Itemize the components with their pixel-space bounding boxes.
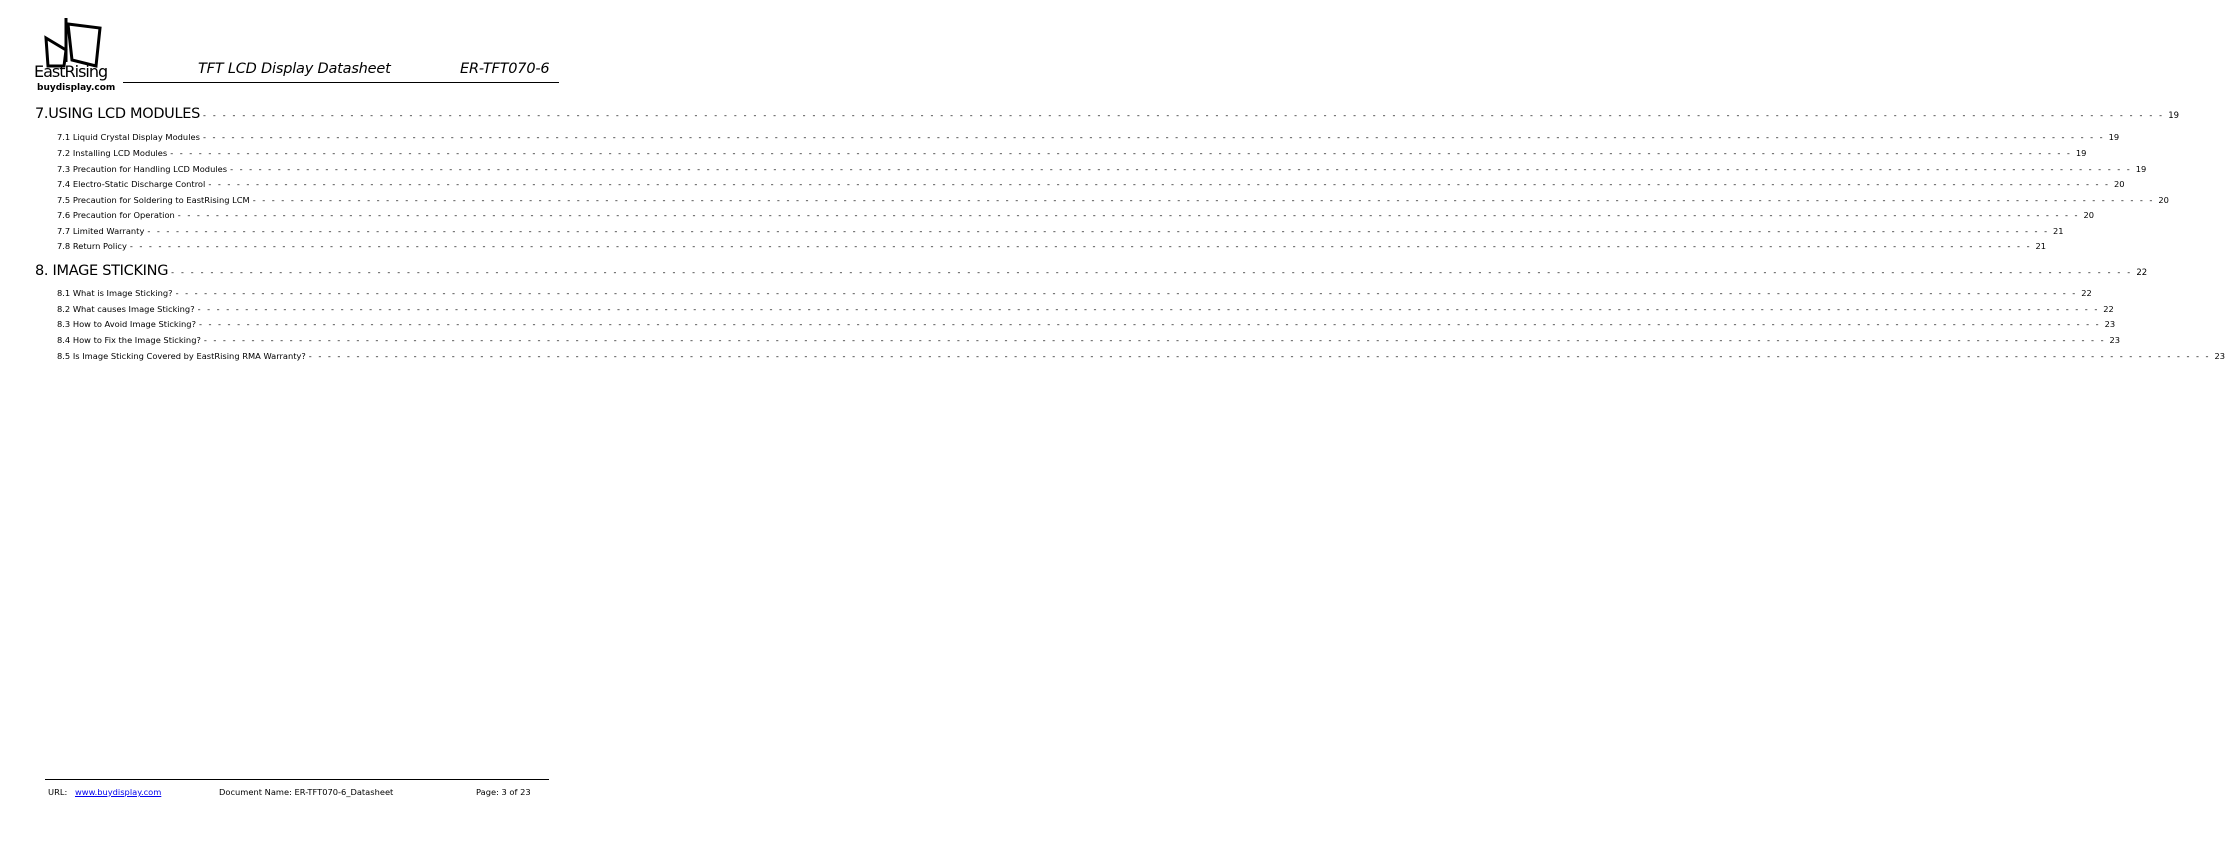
toc-dot-leader: - - - - - - - - - - - - - - - - - - - - - - - - - - - - - - - - - - - - - - - - - - - - - - - - - - - - - - - - - - - - - - - - - - - - - - - - - - - - - - - - - - - - - - - - - - - - - - - - - - - - - - - - - - - - - - - - - - - - - - - - - - - - - - - - - - - - - - - - - - - - - - - - - - - - - - - - - - - - - - - - - - - - - - - - - - - - - - - - - - - - - - - - - - - - - - - - - - - - - - - - bbox=[203, 335, 2106, 345]
header-divider bbox=[123, 82, 559, 83]
toc-page-number: 19 bbox=[2075, 148, 2087, 158]
toc-entry-title: 7.2 Installing LCD Modules bbox=[57, 148, 168, 158]
toc-section-entry[interactable] bbox=[57, 288, 2092, 298]
toc-section-entry[interactable] bbox=[57, 351, 2225, 361]
toc-dot-leader: - - - - - - - - - - - - - - - - - - - - - - - - - - - - - - - - - - - - - - - - - - - - - - - - - - - - - - - - - - - - - - - - - - - - - - - - - - - - - - - - - - - - - - - - - - - - - - - - - - - - - - - - - - - - - - - - - - - - - - - - - - - - - - - - - - - - - - - - - - - - - - - - - - - - - - - - - - - - - - - - - - - - - - - - - - - - - - - - - - - - - - - - - - - - - - - - - - - - - - - - bbox=[177, 210, 2080, 220]
toc-page-number: 19 bbox=[2168, 111, 2180, 121]
toc-section-entry[interactable] bbox=[57, 179, 2125, 189]
toc-section-entry[interactable] bbox=[57, 319, 2116, 329]
toc-entry-title: 8.2 What causes Image Sticking? bbox=[57, 304, 195, 314]
toc-entry-title: 8. IMAGE STICKING bbox=[35, 263, 169, 279]
toc-entry-title: 8.3 How to Avoid Image Sticking? bbox=[57, 319, 196, 329]
brand-logo bbox=[30, 14, 125, 96]
toc-section-entry[interactable] bbox=[57, 226, 2064, 236]
footer-url-link[interactable]: www.buydisplay.com bbox=[75, 787, 162, 797]
toc-page-number: 23 bbox=[2104, 319, 2116, 329]
brand-website: buydisplay.com bbox=[37, 83, 116, 93]
toc-section-entry[interactable] bbox=[57, 148, 2087, 158]
document-title: TFT LCD Display Datasheet bbox=[198, 61, 391, 77]
toc-dot-leader: - - - - - - - - - - - - - - - - - - - - - - - - - - - - - - - - - - - - - - - - - - - - - - - - - - - - - - - - - - - - - - - - - - - - - - - - - - - - - - - - - - - - - - - - - - - - - - - - - - - - - - - - - - - - - - - - - - - - - - - - - - - - - - - - - - - - - - - - - - - - - - - - - - - - - - - - - - - - - - - - - - - - - - - - - - - - - - - - - - - - - - - - - - - - - - - - - - - - - - - - bbox=[175, 288, 2078, 298]
brand-name: EastRising bbox=[34, 62, 108, 81]
toc-section-entry[interactable] bbox=[57, 241, 2047, 251]
toc-entry-title: 7.4 Electro-Static Discharge Control bbox=[57, 179, 206, 189]
toc-dot-leader: - - - - - - - - - - - - - - - - - - - - - - - - - - - - - - - - - - - - - - - - - - - - - - - - - - - - - - - - - - - - - - - - - - - - - - - - - - - - - - - - - - - - - - - - - - - - - - - - - - - - - - - - - - - - - - - - - - - - - - - - - - - - - - - - - - - - - - - - - - - - - - - - - - - - - - - - - - - - - - - - - - - - - - - - - - - - - - - - - - - - - - - - - - - - - - - - - - - - - - - - bbox=[197, 304, 2100, 314]
toc-section-entry[interactable] bbox=[57, 304, 2114, 314]
footer-divider bbox=[45, 779, 549, 780]
toc-page-number: 22 bbox=[2081, 288, 2092, 298]
toc-dot-leader: - - - - - - - - - - - - - - - - - - - - - - - - - - - - - - - - - - - - - - - - - - - - - - - - - - - - - - - - - - - - - - - - - - - - - - - - - - - - - - - - - - - - - - - - - - - - - - - - - - - - - - - - - - - - - - - - - - - - - - - - - - - - - - - - - - - - - - - - - - - - - - - - - - - - - - - - - - - - - - - - - - - - - - - - - - - - - - - - - - - - - - - - - - - - - - - - - - - - - - - - bbox=[202, 132, 2105, 142]
toc-entry-title: 8.1 What is Image Sticking? bbox=[57, 288, 173, 298]
toc-chapter-entry[interactable] bbox=[35, 263, 2148, 279]
toc-page-number: 20 bbox=[2083, 210, 2095, 220]
toc-dot-leader: - - - - - - - - - - - - - - - - - - - - - - - - - - - - - - - - - - - - - - - - - - - - - - - - - - - - - - - - - - - - - - - - - - - - - - - - - - - - - - - - - - - - - - - - - - - - - - - - - - - - - - - - - - - - - - - - - - - - - - - - - - - - - - - - - - - - - - - - - - - - - - - - - - - - - - - - - - - - - - - - - - - - - - - - - - - - - - - - - - - - - - - - - - - - - - - - - - - - - - - - bbox=[308, 351, 2211, 361]
toc-entry-title: 7.USING LCD MODULES bbox=[35, 106, 201, 122]
toc-entry-title: 7.1 Liquid Crystal Display Modules bbox=[57, 132, 200, 142]
toc-page-number: 22 bbox=[2136, 268, 2148, 278]
toc-page-number: 22 bbox=[2103, 304, 2114, 314]
toc-dot-leader: - - - - - - - - - - - - - - - - - - - - - - - - - - - - - - - - - - - - - - - - - - - - - - - - - - - - - - - - - - - - - - - - - - - - - - - - - - - - - - - - - - - - - - - - - - - - - - - - - - - - - - - - - - - - - - - - - - - - - - - - - - - - - - - - - - - - - - - - - - - - - - - - - - - - - - - - - - - - - - - - - - - - - - - - - - - - - - - - - - - - - - - - - - - - - - - - - - - - - - - - bbox=[129, 241, 2032, 251]
toc-section-entry[interactable] bbox=[57, 210, 2095, 220]
toc-dot-leader: - - - - - - - - - - - - - - - - - - - - - - - - - - - - - - - - - - - - - - - - - - - - - - - - - - - - - - - - - - - - - - - - - - - - - - - - - - - - - - - - - - - - - - - - - - - - - - - - - - - - - - - - - - - - - - - - - - - - - - - - - - - - - - - - - - - - - - - - - - - - - - - - - - - - - - - - - - - - - - - - - - - - - - - - - - - - - - - - - - - - - - - - - - - - - - - - - - - - - - - - bbox=[203, 111, 2165, 120]
toc-dot-leader: - - - - - - - - - - - - - - - - - - - - - - - - - - - - - - - - - - - - - - - - - - - - - - - - - - - - - - - - - - - - - - - - - - - - - - - - - - - - - - - - - - - - - - - - - - - - - - - - - - - - - - - - - - - - - - - - - - - - - - - - - - - - - - - - - - - - - - - - - - - - - - - - - - - - - - - - - - - - - - - - - - - - - - - - - - - - - - - - - - - - - - - - - - - - - - - - - - - - - - - - bbox=[252, 195, 2155, 205]
toc-page-number: 23 bbox=[2214, 351, 2225, 361]
toc-entry-title: 7.6 Precaution for Operation bbox=[57, 210, 175, 220]
footer-document-name: Document Name: ER-TFT070-6_Datasheet bbox=[219, 787, 394, 797]
toc-dot-leader: - - - - - - - - - - - - - - - - - - - - - - - - - - - - - - - - - - - - - - - - - - - - - - - - - - - - - - - - - - - - - - - - - - - - - - - - - - - - - - - - - - - - - - - - - - - - - - - - - - - - - - - - - - - - - - - - - - - - - - - - - - - - - - - - - - - - - - - - - - - - - - - - - - - - - - - - - - - - - - - - - - - - - - - - - - - - - - - - - - - - - - - - - - - - - - - - - - - - - - - - bbox=[147, 226, 2050, 236]
toc-dot-leader: - - - - - - - - - - - - - - - - - - - - - - - - - - - - - - - - - - - - - - - - - - - - - - - - - - - - - - - - - - - - - - - - - - - - - - - - - - - - - - - - - - - - - - - - - - - - - - - - - - - - - - - - - - - - - - - - - - - - - - - - - - - - - - - - - - - - - - - - - - - - - - - - - - - - - - - - - - - - - - - - - - - - - - - - - - - - - - - - - - - - - - - - - - - - - - - - - - - - - - - - bbox=[208, 179, 2110, 189]
toc-section-entry[interactable] bbox=[57, 195, 2169, 205]
toc-entry-title: 8.4 How to Fix the Image Sticking? bbox=[57, 335, 201, 345]
toc-section-entry[interactable] bbox=[57, 132, 2120, 142]
toc-page-number: 23 bbox=[2109, 335, 2121, 345]
toc-dot-leader: - - - - - - - - - - - - - - - - - - - - - - - - - - - - - - - - - - - - - - - - - - - - - - - - - - - - - - - - - - - - - - - - - - - - - - - - - - - - - - - - - - - - - - - - - - - - - - - - - - - - - - - - - - - - - - - - - - - - - - - - - - - - - - - - - - - - - - - - - - - - - - - - - - - - - - - - - - - - - - - - - - - - - - - - - - - - - - - - - - - - - - - - - - - - - - - - - - - - - - - - bbox=[170, 148, 2072, 158]
toc-entry-title: 7.8 Return Policy bbox=[57, 241, 127, 251]
toc-page-number: 20 bbox=[2158, 195, 2169, 205]
toc-entry-title: 8.5 Is Image Sticking Covered by EastRising RMA Warranty? bbox=[57, 351, 306, 361]
document-model: ER-TFT070-6 bbox=[460, 61, 550, 77]
footer-url-label: URL: bbox=[48, 787, 68, 797]
toc-dot-leader: - - - - - - - - - - - - - - - - - - - - - - - - - - - - - - - - - - - - - - - - - - - - - - - - - - - - - - - - - - - - - - - - - - - - - - - - - - - - - - - - - - - - - - - - - - - - - - - - - - - - - - - - - - - - - - - - - - - - - - - - - - - - - - - - - - - - - - - - - - - - - - - - - - - - - - - - - - - - - - - - - - - - - - - - - - - - - - - - - - - - - - - - - - - - - - - - - - - - - - - - bbox=[230, 164, 2132, 174]
toc-page-number: 21 bbox=[2053, 226, 2064, 236]
toc-page-number: 19 bbox=[2108, 132, 2120, 142]
toc-section-entry[interactable] bbox=[57, 164, 2147, 174]
footer-page-number: Page: 3 of 23 bbox=[476, 787, 531, 797]
toc-page-number: 20 bbox=[2113, 179, 2125, 189]
toc-page-number: 21 bbox=[2035, 241, 2047, 251]
toc-page-number: 19 bbox=[2135, 164, 2147, 174]
toc-dot-leader: - - - - - - - - - - - - - - - - - - - - - - - - - - - - - - - - - - - - - - - - - - - - - - - - - - - - - - - - - - - - - - - - - - - - - - - - - - - - - - - - - - - - - - - - - - - - - - - - - - - - - - - - - - - - - - - - - - - - - - - - - - - - - - - - - - - - - - - - - - - - - - - - - - - - - - - - - - - - - - - - - - - - - - - - - - - - - - - - - - - - - - - - - - - - - - - - - - - - - - - - bbox=[198, 319, 2101, 329]
brand-logo-mark bbox=[38, 14, 108, 66]
toc-entry-title: 7.7 Limited Warranty bbox=[57, 226, 145, 236]
toc-section-entry[interactable] bbox=[57, 335, 2121, 345]
toc-entry-title: 7.5 Precaution for Soldering to EastRising LCM bbox=[57, 195, 250, 205]
toc-entry-title: 7.3 Precaution for Handling LCD Modules bbox=[57, 164, 228, 174]
toc-chapter-entry[interactable] bbox=[35, 106, 2180, 122]
toc-dot-leader: - - - - - - - - - - - - - - - - - - - - - - - - - - - - - - - - - - - - - - - - - - - - - - - - - - - - - - - - - - - - - - - - - - - - - - - - - - - - - - - - - - - - - - - - - - - - - - - - - - - - - - - - - - - - - - - - - - - - - - - - - - - - - - - - - - - - - - - - - - - - - - - - - - - - - - - - - - - - - - - - - - - - - - - - - - - - - - - - - - - - - - - - - - - - - - - - - - - - - - - - bbox=[171, 268, 2133, 277]
